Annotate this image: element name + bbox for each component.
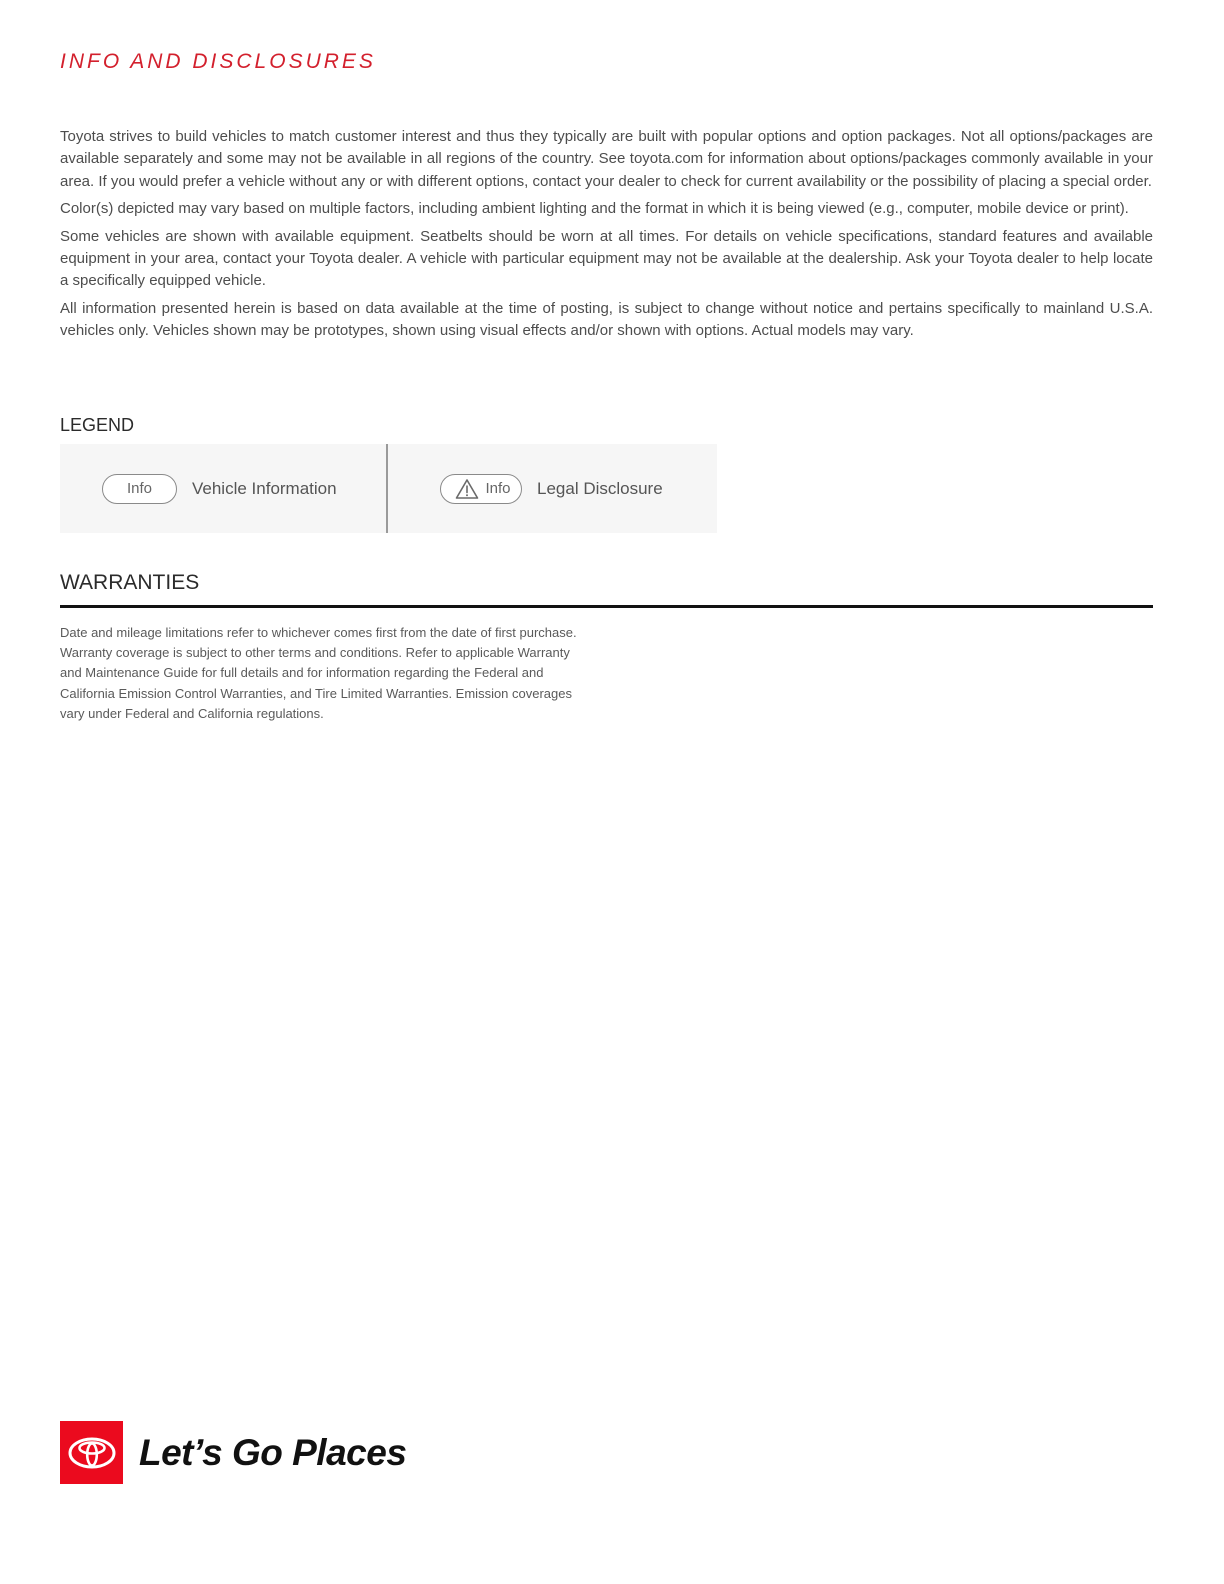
legal-info-pill: [440, 474, 522, 504]
legend-box: [60, 444, 717, 533]
info-pill: [102, 474, 177, 504]
intro-paragraph: All information presented herein is based on data available at the time of posting, is subject to change without notice and pertains specifically to mainland U.S.A. vehicles only. Vehicles shown may be prototypes, shown using visual effects and/or shown with options. Actual models may vary.: [60, 299, 1153, 340]
legal-pill-label: Info: [485, 480, 511, 497]
legend-label: Legal Disclosure: [537, 478, 663, 498]
info-pill-label: Info: [126, 480, 153, 497]
intro-paragraph: Toyota strives to build vehicles to match customer interest and thus they typically are built with popular options and option packages. Not all options/packages are available separately and some may not be available in all regions of the country. See toyota.com for information about options/packages commonly available in your area. If you would prefer a vehicle without any or with different options, contact your dealer to check for current availability or the possibility of placing a special order.: [60, 128, 1153, 190]
warranties-divider: [60, 605, 1153, 608]
page-title: INFO AND DISCLOSURES: [60, 50, 376, 73]
legend-item-legal-disclosure: [440, 444, 663, 533]
warranties-text: Date and mileage limitations refer to whichever comes first from the date of first purchase. Warranty coverage is subject to other terms and conditions. Refer to applicable Warranty and Maintenance Guide for full details and for information regarding the Federal and California Emission Control Warranties, and Tire Limited Warranties. Emission coverages vary under Federal and California regulations.: [60, 625, 577, 721]
toyota-logo-icon: [60, 1421, 123, 1484]
legend-divider: [386, 444, 388, 533]
intro-paragraph: Some vehicles are shown with available equipment. Seatbelts should be worn at all times. For details on vehicle specifications, standard features and available equipment in your area, contact your Toyota dealer. A vehicle with particular equipment may not be available at the dealership. Ask your Toyota dealer to help locate a specifically equipped vehicle.: [60, 227, 1153, 290]
footer: [60, 1421, 406, 1484]
intro-section: [60, 126, 1153, 348]
warranties-heading: WARRANTIES: [60, 571, 200, 594]
intro-paragraph: Color(s) depicted may vary based on multiple factors, including ambient lighting and the format in which it is being viewed (e.g., computer, mobile device or print).: [60, 200, 1129, 218]
legend-heading: LEGEND: [60, 415, 135, 435]
tagline: Let’s Go Places: [139, 1431, 407, 1473]
warning-triangle-icon: [455, 478, 479, 500]
legend-item-vehicle-information: [102, 444, 337, 533]
legend-label: Vehicle Information: [192, 478, 337, 498]
